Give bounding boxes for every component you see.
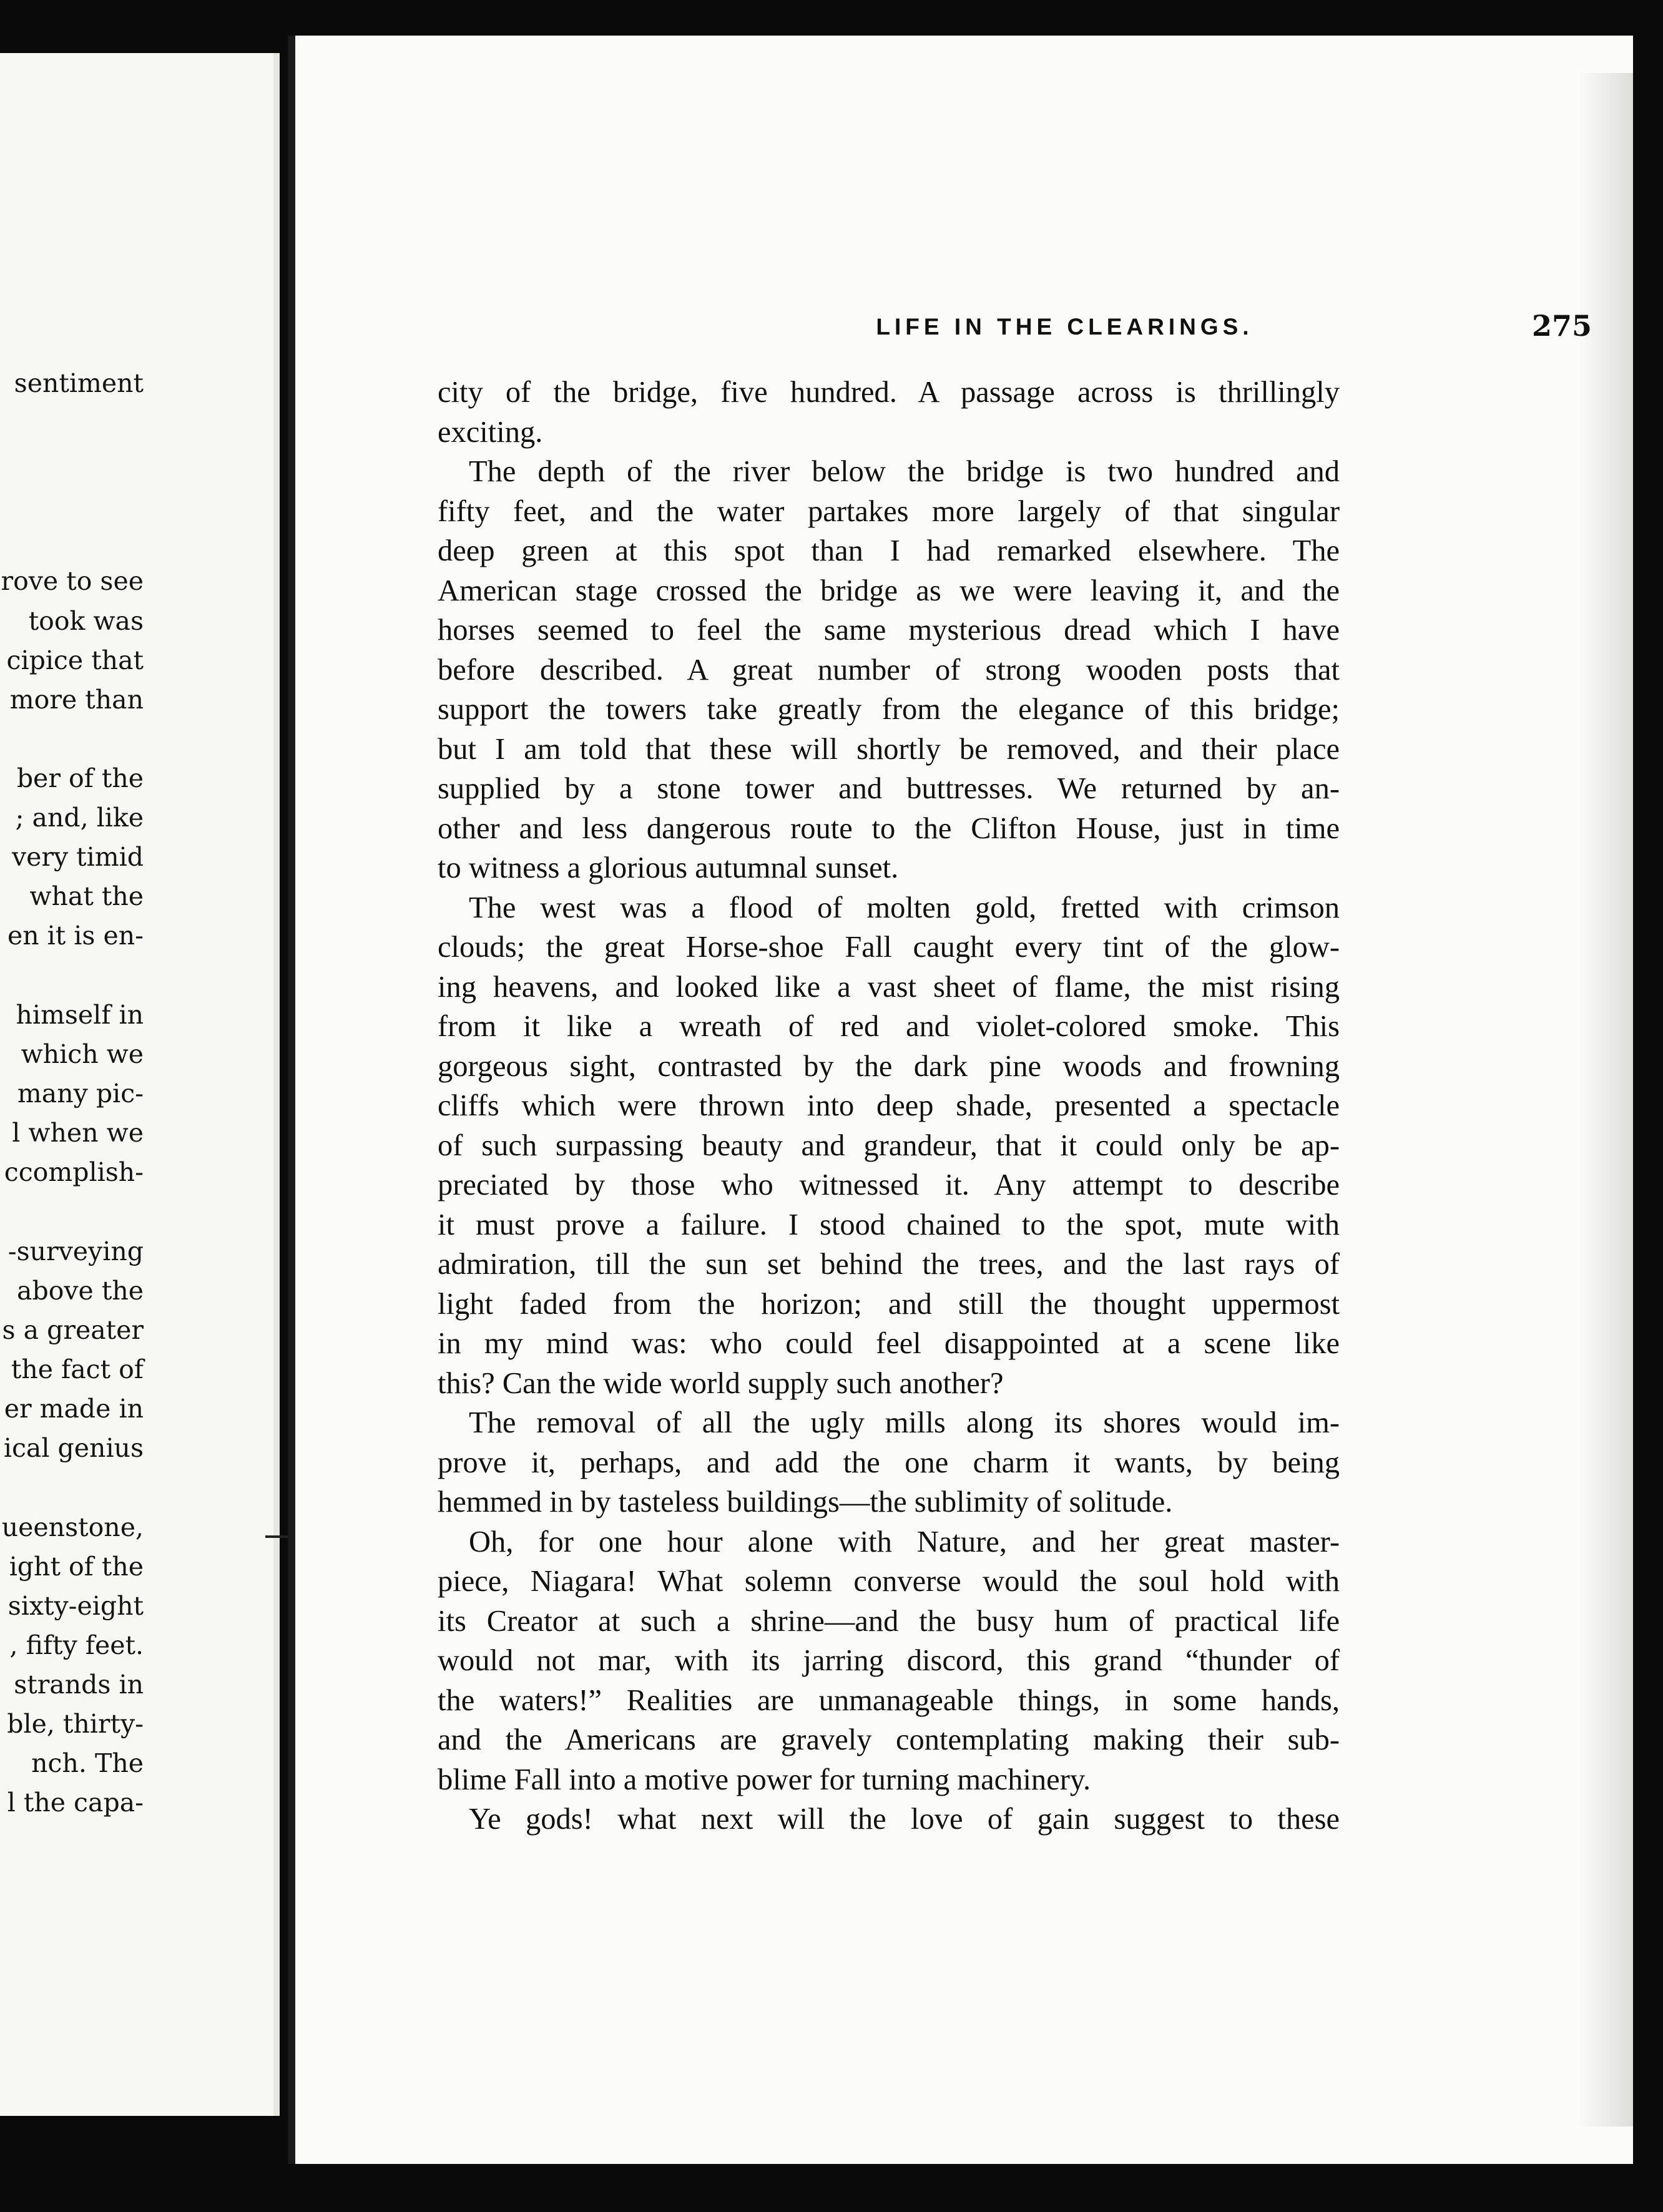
text-line: The removal of all the ugly mills along its shores would im- <box>469 1406 1340 1439</box>
body-text <box>438 373 1340 1839</box>
facing-page-text: which we <box>21 1039 144 1069</box>
facing-page-text: l when we <box>12 1118 144 1148</box>
page-edge-shadow <box>1577 73 1633 2126</box>
text-line: would not mar, with its jarring discord, this grand “thunder of <box>438 1644 1340 1677</box>
facing-page-text: nch. The <box>31 1748 144 1778</box>
facing-page-text: the fact of <box>11 1354 144 1384</box>
facing-page-text: strands in <box>14 1670 144 1700</box>
page-gutter <box>288 36 295 2164</box>
facing-page-text: more than <box>9 685 144 715</box>
facing-page-text: ueenstone, <box>1 1512 144 1542</box>
text-line: horses seemed to feel the same mysterious dread which I have <box>438 614 1340 647</box>
facing-page-text: sixty-eight <box>7 1591 144 1621</box>
text-line: deep green at this spot than I had remarked elsewhere. The <box>438 534 1340 567</box>
text-line: prove it, perhaps, and add the one charm it wants, by being <box>438 1446 1340 1479</box>
facing-page-text: , fifty feet. <box>9 1630 144 1660</box>
facing-page-text: ical genius <box>3 1433 144 1463</box>
facing-page-text: ber of the <box>16 763 144 793</box>
text-line: American stage crossed the bridge as we were leaving it, and the <box>438 574 1340 607</box>
facing-page-text: ccomplish- <box>4 1157 144 1187</box>
running-head <box>445 309 1597 353</box>
facing-page-text: above the <box>17 1276 144 1306</box>
text-line: the waters!” Realities are unmanageable things, in some hands, <box>438 1683 1340 1717</box>
text-line: hemmed in by tasteless buildings—the sublimity of solitude. <box>438 1485 1173 1519</box>
text-line: exciting. <box>438 415 543 449</box>
text-line: its Creator at such a shrine—and the busy hum of practical life <box>438 1604 1340 1638</box>
text-line: light faded from the horizon; and still the thought uppermost <box>438 1287 1340 1321</box>
facing-page-text: cipice that <box>6 645 144 675</box>
facing-page-text: ; and, like <box>15 803 144 833</box>
text-line: city of the bridge, five hundred. A passage across is thrillingly <box>438 376 1340 409</box>
text-line: this? Can the wide world supply such another? <box>438 1366 1004 1400</box>
book-page <box>288 36 1633 2164</box>
facing-page-text: rove to see <box>1 566 144 596</box>
text-line: gorgeous sight, contrasted by the dark pine woods and frowning <box>438 1049 1340 1083</box>
text-line: ing heavens, and looked like a vast sheet of flame, the mist rising <box>438 970 1340 1004</box>
facing-page-text: ble, thirty- <box>7 1709 144 1739</box>
facing-page-text: -surveying <box>7 1236 144 1266</box>
text-line: fifty feet, and the water partakes more largely of that singular <box>438 494 1340 528</box>
facing-page-edge <box>273 53 280 2116</box>
text-line: Oh, for one hour alone with Nature, and her great master- <box>469 1525 1340 1559</box>
facing-page-text: himself in <box>16 1000 144 1030</box>
facing-page-text: very timid <box>11 842 144 872</box>
text-line: support the towers take greatly from the elegance of this bridge; <box>438 693 1340 726</box>
text-line: preciated by those who witnessed it. Any attempt to describe <box>438 1168 1340 1201</box>
facing-page-text: took was <box>28 606 144 636</box>
text-line: admiration, till the sun set behind the trees, and the last rays of <box>438 1248 1340 1281</box>
text-line: before described. A great number of strong wooden posts that <box>438 653 1340 687</box>
page-number: 275 <box>1531 309 1592 343</box>
facing-page-text: s a greater <box>2 1315 144 1345</box>
text-line: blime Fall into a motive power for turning machinery. <box>438 1763 1091 1796</box>
text-line: The depth of the river below the bridge is two hundred and <box>469 455 1340 488</box>
text-line: other and less dangerous route to the Clifton House, just in time <box>438 811 1340 845</box>
text-line: of such surpassing beauty and grandeur, that it could only be ap- <box>438 1128 1340 1162</box>
text-line: but I am told that these will shortly be removed, and their place <box>438 732 1340 766</box>
facing-page-text: sentiment <box>14 368 144 398</box>
facing-page-text: er made in <box>4 1394 144 1424</box>
text-line: Ye gods! what next will the love of gain suggest to these <box>469 1803 1340 1836</box>
text-line: from it like a wreath of red and violet-colored smoke. This <box>438 1010 1340 1043</box>
text-line: to witness a glorious autumnal sunset. <box>438 851 899 884</box>
text-line: and the Americans are gravely contemplating making their sub- <box>438 1723 1340 1756</box>
running-title: LIFE IN THE CLEARINGS. <box>876 314 1253 340</box>
facing-page-text: en it is en- <box>7 921 144 951</box>
facing-page-text: what the <box>29 881 144 911</box>
facing-page <box>0 53 280 2116</box>
text-line: clouds; the great Horse-shoe Fall caught every tint of the glow- <box>438 931 1340 964</box>
text-line: in my mind was: who could feel disappointed at a scene like <box>438 1327 1340 1360</box>
facing-page-text: ight of the <box>9 1552 144 1582</box>
facing-page-text: many pic- <box>17 1079 144 1108</box>
facing-page-text: l the capa- <box>7 1788 144 1818</box>
text-line: cliffs which were thrown into deep shade, presented a spectacle <box>438 1089 1340 1122</box>
text-line: The west was a flood of molten gold, fretted with crimson <box>469 891 1340 924</box>
text-line: supplied by a stone tower and buttresses. We returned by an- <box>438 772 1340 805</box>
text-line: piece, Niagara! What solemn converse would the soul hold with <box>438 1565 1340 1598</box>
text-line: it must prove a failure. I stood chained to the spot, mute with <box>438 1208 1340 1241</box>
